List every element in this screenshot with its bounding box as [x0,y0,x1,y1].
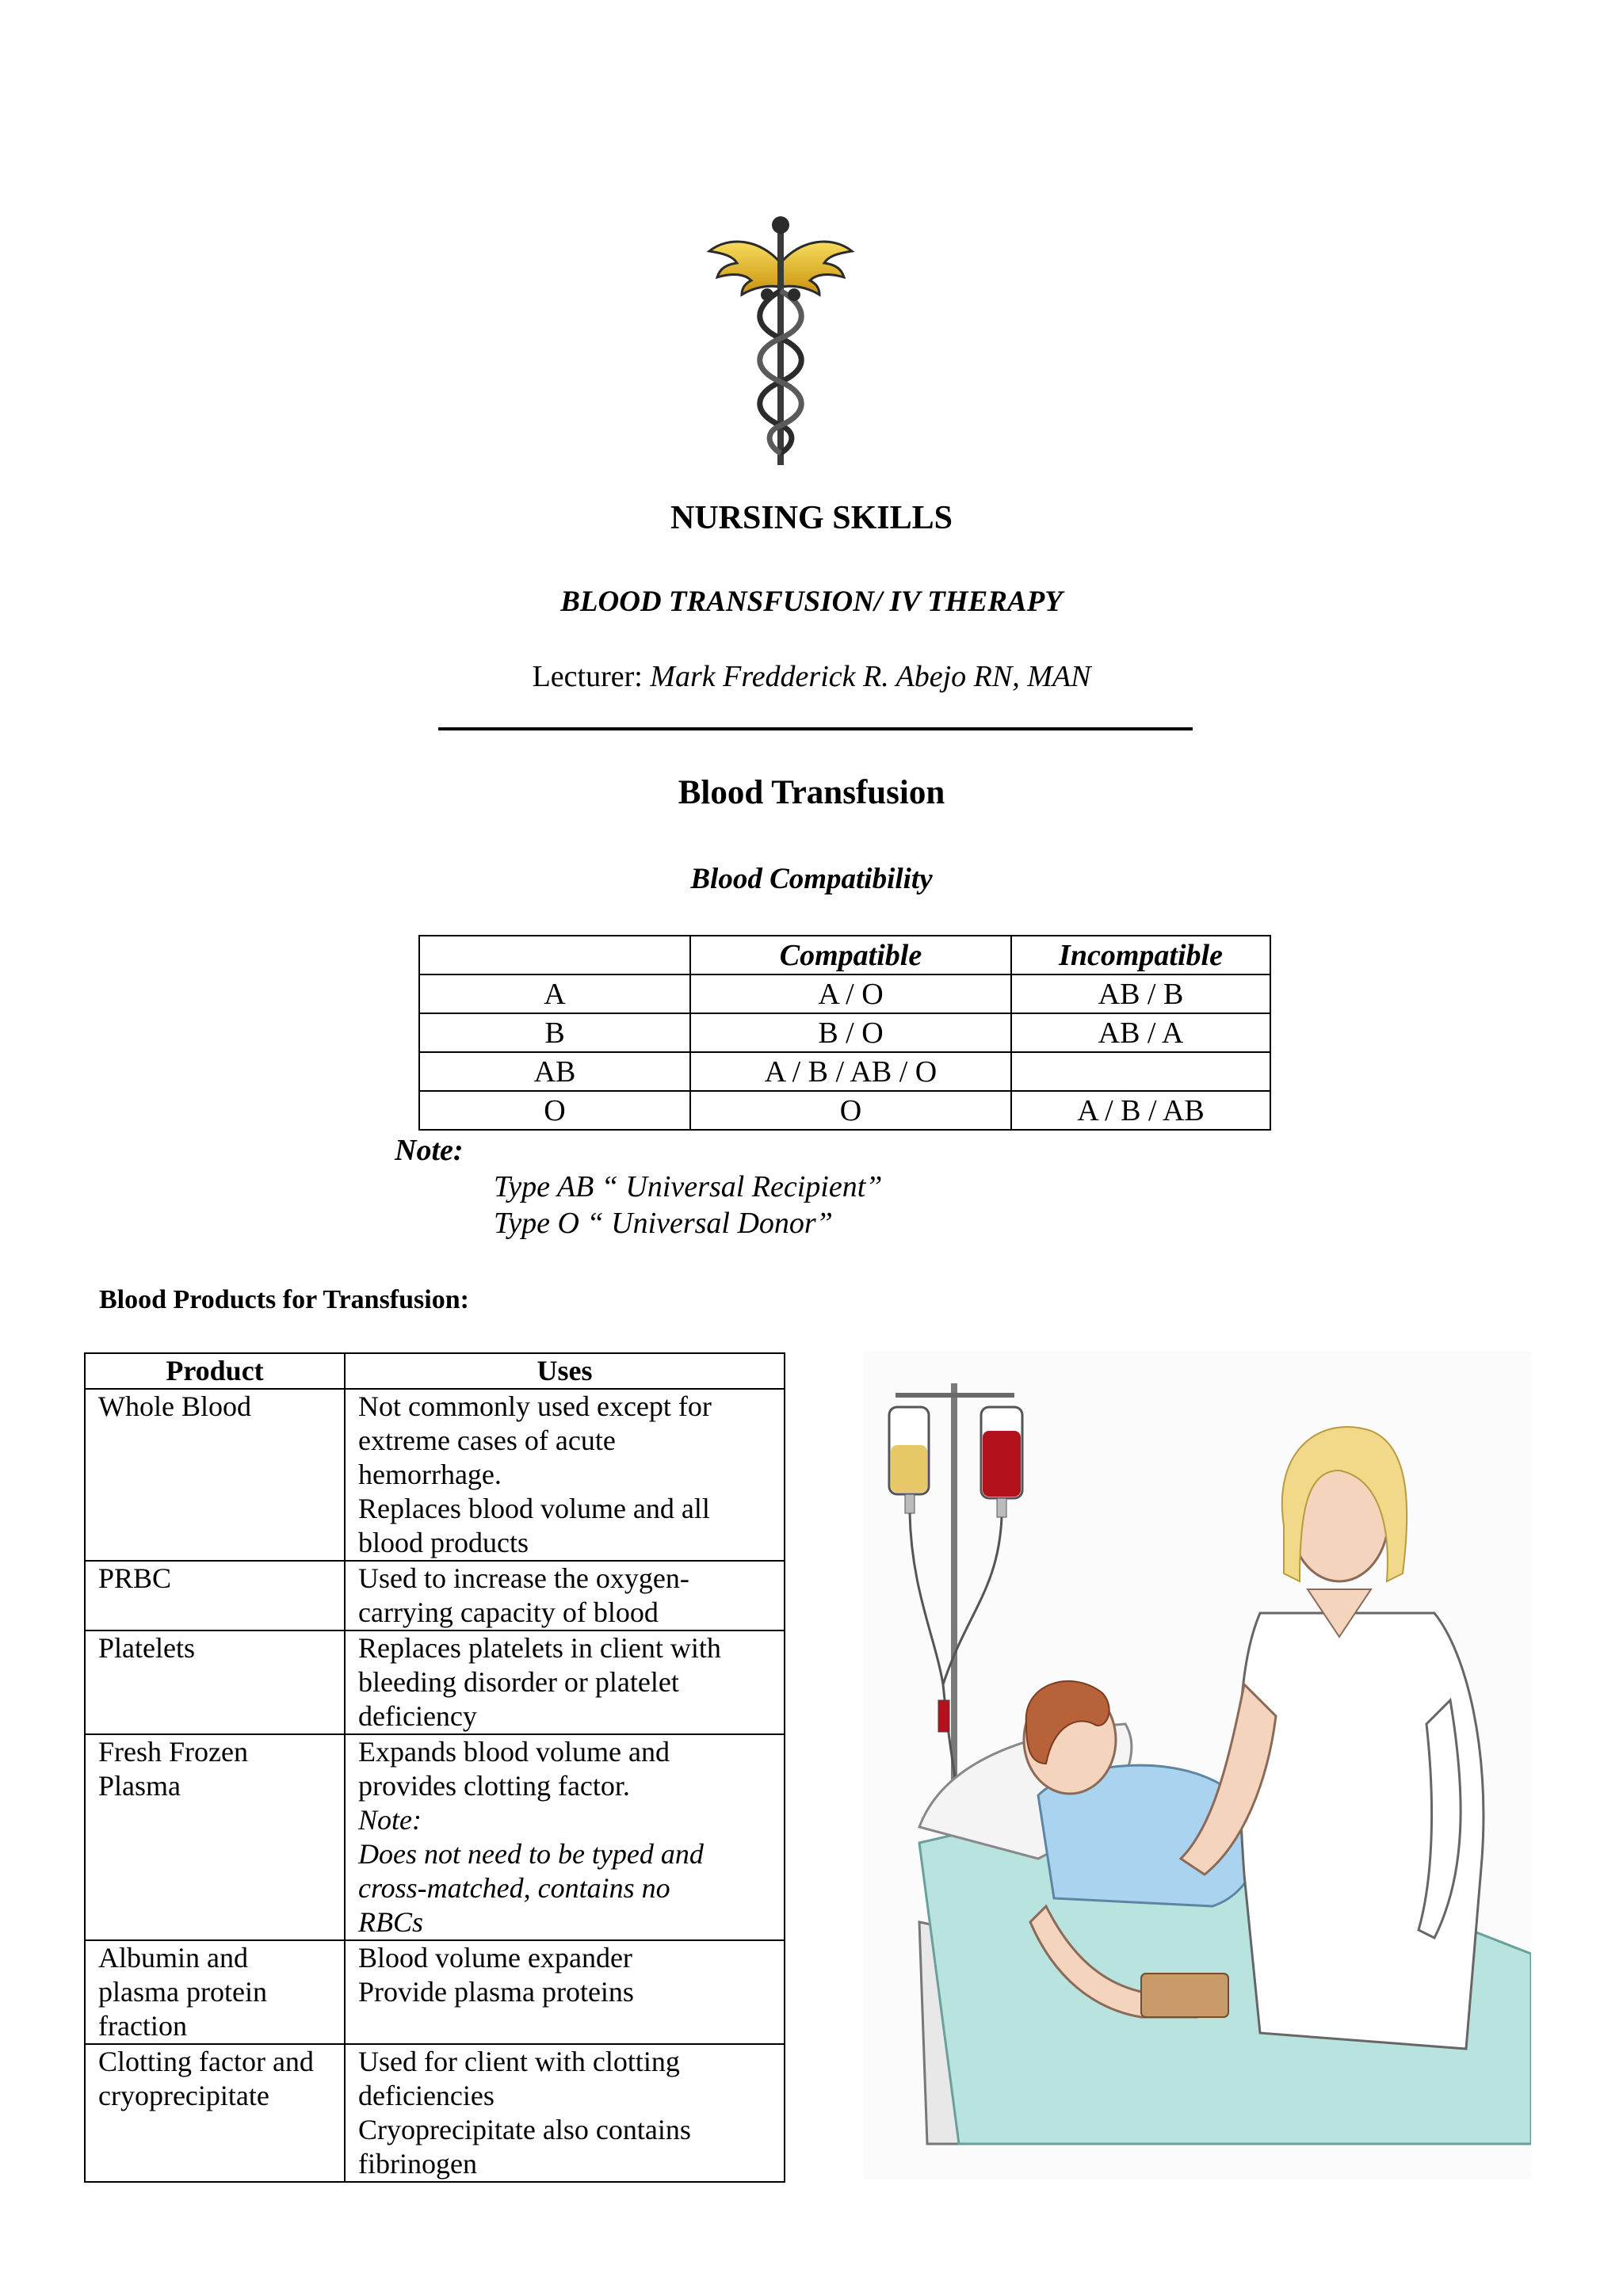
uses-line: Expands blood volume and [358,1736,670,1768]
product-line: Clotting factor and [98,2046,314,2077]
table-header-row [85,1353,785,1389]
lecturer-line [0,659,1623,694]
table-header-row [419,936,1270,974]
uses-line: carrying capacity of blood [358,1596,659,1628]
products-heading: Blood Products for Transfusion: [99,1285,469,1314]
product-cell [85,2044,345,2182]
table-cell [1011,1052,1270,1091]
uses-cell [345,1389,785,1561]
product-line: Platelets [98,1632,195,1664]
product-line: fraction [98,2010,187,2042]
table-header-cell [419,936,690,974]
table-header-cell: Uses [345,1353,785,1389]
table-cell: B [419,1013,690,1052]
product-line: cryoprecipitate [98,2080,269,2111]
table-cell: A / B / AB [1011,1091,1270,1130]
uses-cell [345,1734,785,1940]
note-label: Note: [395,1134,464,1167]
product-cell [85,1389,345,1561]
table-row [85,2044,785,2182]
table-cell: AB [419,1052,690,1091]
uses-line: Not commonly used except for [358,1390,712,1422]
table-row [419,1013,1270,1052]
nurse-patient-transfusion-illustration [864,1352,1531,2180]
product-line: Whole Blood [98,1390,251,1422]
document-title: NURSING SKILLS [670,500,953,536]
uses-line: Replaces platelets in client with [358,1632,721,1664]
product-cell [85,1940,345,2044]
uses-line: Note: [358,1804,422,1836]
products-body [85,1389,785,2182]
table-cell: A / B / AB / O [690,1052,1011,1091]
product-line: PRBC [98,1562,172,1594]
caduceus-icon [705,208,856,469]
uses-line: Cryoprecipitate also contains [358,2114,691,2145]
uses-line: Does not need to be typed and [358,1838,704,1870]
section-title: Blood Transfusion [678,774,945,811]
product-line: Albumin and [98,1942,248,1974]
uses-cell [345,2044,785,2182]
uses-line: Used for client with clotting [358,2046,680,2077]
product-line: Fresh Frozen [98,1736,248,1768]
compatibility-table [418,935,1271,1131]
uses-line: Provide plasma proteins [358,1976,634,2008]
uses-line: blood products [358,1527,529,1558]
table-row [85,1940,785,2044]
lecturer-name: Mark Fredderick R. Abejo RN, MAN [650,660,1091,693]
table-row [85,1389,785,1561]
document-subtitle: BLOOD TRANSFUSION/ IV THERAPY [560,585,1063,618]
uses-line: fibrinogen [358,2148,477,2180]
note-line: Type AB “ Universal Recipient” [494,1170,883,1203]
uses-line: provides clotting factor. [358,1770,630,1802]
blood-products-table [84,1352,785,2183]
table-cell: AB / B [1011,974,1270,1013]
lecturer-label: Lecturer: [532,660,643,693]
uses-line: Replaces blood volume and all [358,1493,710,1524]
table-row [419,974,1270,1013]
uses-line: cross-matched, contains no [358,1872,670,1904]
table-row [419,1052,1270,1091]
table-header-cell: Product [85,1353,345,1389]
uses-cell [345,1630,785,1734]
uses-line: bleeding disorder or platelet [358,1666,679,1698]
uses-line: Used to increase the oxygen- [358,1562,689,1594]
table-row [85,1561,785,1630]
product-line: plasma protein [98,1976,267,2008]
table-header-cell: Compatible [690,936,1011,974]
table-header-cell: Incompatible [1011,936,1270,974]
uses-line: hemorrhage. [358,1459,502,1490]
uses-line: deficiencies [358,2080,495,2111]
table-cell: AB / A [1011,1013,1270,1052]
uses-cell [345,1561,785,1630]
uses-line: extreme cases of acute [358,1425,616,1456]
table-cell: B / O [690,1013,1011,1052]
uses-line: deficiency [358,1700,477,1732]
table-row [419,1091,1270,1130]
product-cell [85,1734,345,1940]
divider [438,727,1193,730]
table-row [85,1734,785,1940]
product-cell [85,1630,345,1734]
table-row [85,1630,785,1734]
product-line: Plasma [98,1770,181,1802]
table-cell: O [690,1091,1011,1130]
product-cell [85,1561,345,1630]
uses-line: Blood volume expander [358,1942,632,1974]
table-cell: A [419,974,690,1013]
table-cell: O [419,1091,690,1130]
uses-cell [345,1940,785,2044]
uses-line: RBCs [358,1906,424,1938]
note-line: Type O “ Universal Donor” [494,1207,833,1240]
compatibility-heading: Blood Compatibility [690,863,933,895]
table-cell: A / O [690,974,1011,1013]
